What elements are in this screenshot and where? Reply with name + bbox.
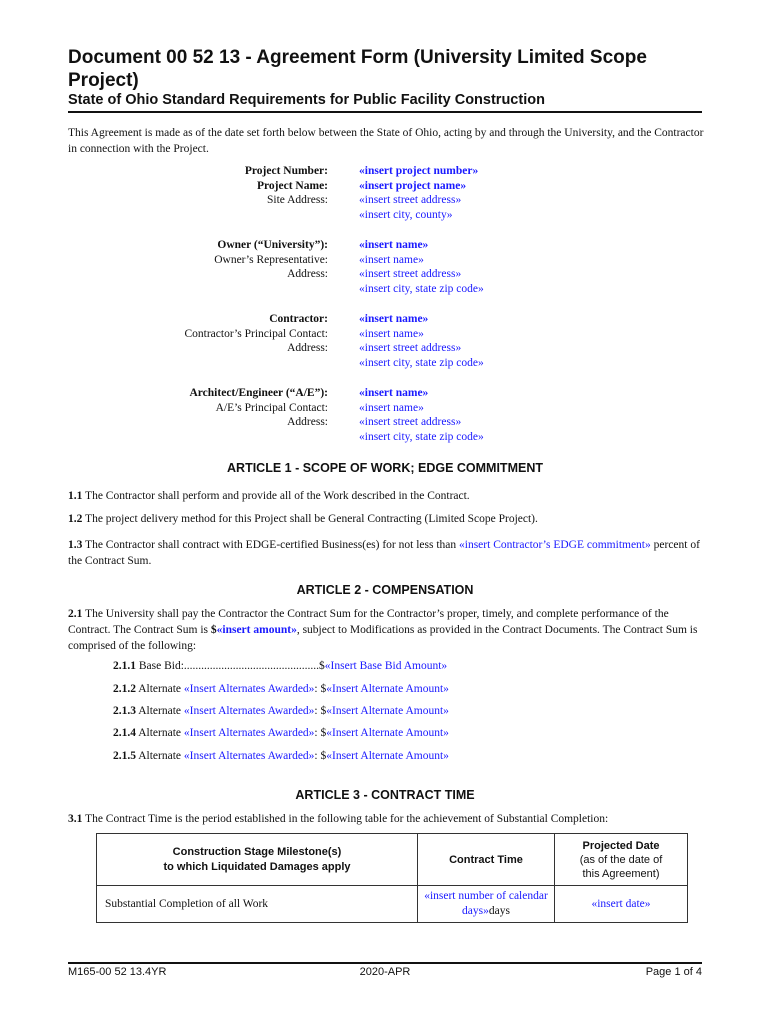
owner-value: «insert name» [359, 239, 429, 251]
alternate-amount: «Insert Alternate Amount» [326, 727, 449, 739]
owner-rep-label: Owner’s Representative: [214, 253, 328, 266]
document-title: Document 00 52 13 - Agreement Form (University Limited Scope Project) [68, 47, 647, 91]
ae-contact-label: A/E’s Principal Contact: [215, 401, 328, 414]
header-line: to which Liquidated Damages apply [163, 860, 351, 873]
edge-commitment-insert: «insert Contractor’s EDGE commitment» [459, 539, 651, 551]
owner-street-value: «insert street address» [359, 268, 462, 281]
alternate-awarded: «Insert Alternates Awarded» [183, 727, 315, 739]
contract-time-cell [418, 886, 555, 923]
para-number: 1.1 [68, 490, 83, 502]
project-number-label: Project Number: [244, 165, 328, 177]
alternate-amount: «Insert Alternate Amount» [326, 750, 449, 762]
milestone-table [96, 833, 688, 923]
base-bid-amount: «Insert Base Bid Amount» [324, 660, 448, 672]
projected-date-cell: «insert date» [555, 886, 688, 923]
item-label: Alternate [136, 750, 184, 762]
para-number: 1.2 [68, 513, 83, 525]
document-subtitle: State of Ohio Standard Requirements for Public Facility Construction [68, 92, 545, 108]
item-label: Alternate [136, 705, 184, 717]
project-block [68, 164, 708, 222]
separator: : $ [314, 727, 327, 739]
calendar-days-insert: «insert number of calendar days» [424, 890, 548, 917]
owner-city-value: «insert city, state zip code» [359, 282, 484, 295]
item-label: Base Bid: [136, 660, 184, 672]
milestone-cell: Substantial Completion of all Work [97, 886, 418, 923]
project-name-label: Project Name: [257, 179, 328, 192]
article1-heading: ARTICLE 1 - SCOPE OF WORK; EDGE COMMITMENT [227, 461, 543, 475]
header-rule [68, 111, 702, 113]
alternate-line [113, 681, 633, 697]
contract-time-header: Contract Time [418, 834, 555, 886]
ae-street-value: «insert street address» [359, 416, 462, 429]
site-address-label: Site Address: [266, 194, 328, 207]
project-number-value: «insert project number» [359, 165, 479, 177]
separator: : $ [314, 705, 327, 717]
dollar-sign: $ [210, 624, 217, 636]
item-number: 2.1.5 [113, 750, 136, 762]
contractor-city-value: «insert city, state zip code» [359, 356, 484, 369]
article1-para2 [68, 511, 708, 527]
para-number: 1.3 [68, 539, 83, 551]
ae-contact-value: «insert name» [359, 401, 424, 414]
article3-para1 [68, 811, 708, 827]
header-line: this Agreement) [582, 867, 660, 880]
base-bid-line [113, 658, 633, 674]
item-number: 2.1.3 [113, 705, 136, 717]
contractor-label: Contractor: [269, 313, 328, 325]
alternate-line [113, 725, 633, 741]
header-line: (as of the date of [579, 853, 663, 866]
para-number: 2.1 [68, 608, 83, 620]
para-text: percent of the Contract Sum. [68, 539, 700, 567]
contractor-value: «insert name» [359, 313, 429, 325]
article1-para1 [68, 488, 708, 504]
para-text: , subject to Modifications as provided in the Contract Documents. The Contract Sum is comprised of the following: [68, 624, 698, 652]
ae-label: Architect/Engineer (“A/E”): [189, 387, 328, 399]
item-label: Alternate [136, 683, 184, 695]
header-line: Projected Date [582, 839, 660, 852]
alternate-amount: «Insert Alternate Amount» [326, 705, 449, 717]
projected-date-header [555, 834, 688, 886]
contractor-address-label: Address: [287, 342, 328, 355]
dollar-sign: $ [319, 660, 325, 672]
ae-city-value: «insert city, state zip code» [359, 430, 484, 443]
alternate-line [113, 703, 633, 719]
article3-heading: ARTICLE 3 - CONTRACT TIME [295, 788, 475, 802]
alternate-awarded: «Insert Alternates Awarded» [183, 750, 315, 762]
milestone-header [97, 834, 418, 886]
para-text: The Contractor shall perform and provide all of the Work described in the Contract. [82, 490, 470, 502]
item-number: 2.1.2 [113, 683, 136, 695]
ae-block [68, 386, 708, 444]
footer-doc-id: M165-00 52 13.4YR [68, 966, 167, 978]
site-city-value: «insert city, county» [359, 208, 453, 221]
item-label: Alternate [136, 727, 184, 739]
dot-leader: ............................................... [183, 660, 320, 672]
contract-sum-insert: «insert amount» [216, 624, 297, 636]
footer-date: 2020-APR [359, 966, 411, 978]
item-number: 2.1.4 [113, 727, 136, 739]
alternate-awarded: «Insert Alternates Awarded» [183, 683, 315, 695]
owner-rep-value: «insert name» [359, 253, 424, 266]
table-header-row [97, 834, 688, 886]
ae-address-label: Address: [287, 416, 328, 429]
item-number: 2.1.1 [113, 660, 136, 672]
contractor-contact-value: «insert name» [359, 327, 424, 340]
owner-address-label: Address: [287, 268, 328, 281]
para-number: 3.1 [68, 813, 83, 825]
site-street-value: «insert street address» [359, 194, 462, 207]
days-suffix: days [488, 905, 510, 917]
contractor-block [68, 312, 708, 370]
project-name-value: «insert project name» [359, 179, 467, 192]
footer-page-number: Page 1 of 4 [645, 966, 702, 978]
separator: : $ [314, 750, 327, 762]
contractor-street-value: «insert street address» [359, 342, 462, 355]
table-row [97, 886, 688, 923]
para-text: The University shall pay the Contractor the Contract Sum for the Contractor’s proper, timely, and complete performance of the Contract. The Contract Sum is [68, 608, 669, 636]
article1-para3 [68, 537, 708, 569]
para-text: The Contractor shall contract with EDGE-certified Business(es) for not less than [82, 539, 460, 551]
contractor-contact-label: Contractor’s Principal Contact: [184, 327, 328, 340]
footer-rule [68, 962, 702, 964]
ae-value: «insert name» [359, 387, 429, 399]
alternate-line [113, 748, 633, 764]
owner-label: Owner (“University”): [217, 239, 328, 251]
article2-para1 [68, 606, 708, 654]
intro-paragraph: This Agreement is made as of the date set forth below between the State of Ohio, acting by and through the University, and the Contractor in connection with the Project. [68, 127, 704, 155]
para-text: The project delivery method for this Project shall be General Contracting (Limited Scope Project). [82, 513, 538, 525]
article2-heading: ARTICLE 2 - COMPENSATION [296, 583, 474, 597]
owner-block [68, 238, 708, 296]
alternate-awarded: «Insert Alternates Awarded» [183, 705, 315, 717]
para-text: The Contract Time is the period established in the following table for the achievement of Substantial Completion: [82, 813, 609, 825]
separator: : $ [314, 683, 327, 695]
header-line: Construction Stage Milestone(s) [172, 845, 342, 858]
alternate-amount: «Insert Alternate Amount» [326, 683, 449, 695]
